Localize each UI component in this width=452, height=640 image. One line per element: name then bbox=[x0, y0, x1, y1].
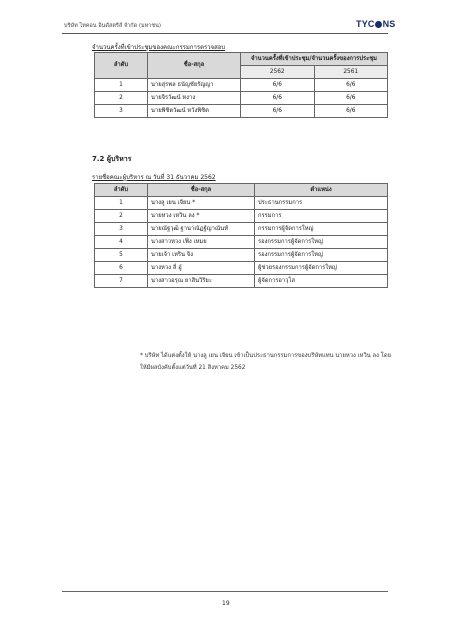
table-row bbox=[95, 92, 388, 105]
col-header-name: ชื่อ-สกุล bbox=[148, 53, 241, 79]
exec-table-caption: รายชื่อคณะผู้บริหาร ณ วันที่ 31 ธันวาคม 2562 bbox=[92, 174, 216, 181]
table-row bbox=[95, 262, 388, 275]
footnote: * บริษัท ได้แต่งตั้งให้ นางลู เยน เจียน เข้าเป็นประธานกรรมการของบริษัทแทน นายหวง เหวิน ลง โดยให้มีผลบังคับตั้งแต่วันที่ 21 สิงหาคม 2562 bbox=[140, 353, 392, 371]
cell-position: ผู้ช่วยรองกรรมการผู้จัดการใหญ่ bbox=[255, 262, 388, 275]
cell-name: นายณัฐวุฒิ ฐานาณัฏฐ์ญาณันท์ bbox=[148, 223, 255, 236]
table-row bbox=[95, 236, 388, 249]
cell-position: ประธานกรรมการ bbox=[255, 197, 388, 210]
cell-no: 4 bbox=[95, 236, 148, 249]
table-row bbox=[95, 249, 388, 262]
cell-position: รองกรรมการผู้จัดการใหญ่ bbox=[255, 236, 388, 249]
table-row bbox=[95, 79, 388, 92]
col-header-attendance: จำนวนครั้งที่เข้าประชุม/จำนวนครั้งของการประชุม bbox=[241, 53, 388, 66]
audit-table-caption: จำนวนครั้งที่เข้าประชุมของคณะกรรมการตรวจสอบ bbox=[92, 44, 226, 51]
cell-name: นายเจ้า เหริน จิง bbox=[148, 249, 255, 262]
cell-name: นายสุรพล ธนัญชัยรัญญา bbox=[148, 79, 241, 92]
cell-attend-2562: 6/6 bbox=[241, 105, 315, 118]
cell-name: นายจิรวัฒน์ หงาง bbox=[148, 92, 241, 105]
cell-no: 2 bbox=[95, 210, 148, 223]
cell-name: นางสาวอรุณ ยาสินวิริยะ bbox=[148, 275, 255, 288]
cell-attend-2562: 6/6 bbox=[241, 79, 315, 92]
cell-name: นายหวง เหวิน ลง * bbox=[148, 210, 255, 223]
col-header-no: ลำดับ bbox=[95, 184, 148, 197]
cell-no: 3 bbox=[95, 223, 148, 236]
section-heading: 7.2 ผู้บริหาร bbox=[92, 155, 132, 163]
executives-table bbox=[94, 183, 388, 288]
table-header-row bbox=[95, 53, 388, 66]
footer-divider bbox=[62, 591, 388, 592]
col-header-year-2561: 2561 bbox=[314, 66, 388, 79]
company-logo bbox=[356, 19, 396, 29]
cell-no: 7 bbox=[95, 275, 148, 288]
table-row bbox=[95, 275, 388, 288]
cell-position: กรรมการ bbox=[255, 210, 388, 223]
logo-suffix: NS bbox=[382, 19, 396, 29]
cell-attend-2562: 6/6 bbox=[241, 92, 315, 105]
cell-position: รองกรรมการผู้จัดการใหญ่ bbox=[255, 249, 388, 262]
cell-name: นางหวง ลี่ อู๋ bbox=[148, 262, 255, 275]
cell-no: 5 bbox=[95, 249, 148, 262]
cell-position: ผู้จัดการอาวุโส bbox=[255, 275, 388, 288]
table-row bbox=[95, 223, 388, 236]
col-header-year-2562: 2562 bbox=[241, 66, 315, 79]
cell-no: 1 bbox=[95, 197, 148, 210]
cell-attend-2561: 6/6 bbox=[314, 105, 388, 118]
cell-no: 2 bbox=[95, 92, 148, 105]
header-divider bbox=[62, 33, 388, 34]
logo-circle-icon bbox=[375, 21, 382, 28]
cell-no: 1 bbox=[95, 79, 148, 92]
col-header-position: ตำแหน่ง bbox=[255, 184, 388, 197]
cell-position: กรรมการผู้จัดการใหญ่ bbox=[255, 223, 388, 236]
cell-no: 3 bbox=[95, 105, 148, 118]
table-row bbox=[95, 105, 388, 118]
col-header-name: ชื่อ-สกุล bbox=[148, 184, 255, 197]
logo-prefix: TYC bbox=[356, 19, 375, 29]
table-header-row bbox=[95, 184, 388, 197]
page-number: 19 bbox=[222, 600, 230, 607]
cell-name: นางลู เยน เจียน * bbox=[148, 197, 255, 210]
cell-attend-2561: 6/6 bbox=[314, 92, 388, 105]
cell-name: นายพิชิตวัฒน์ หวังพิชิต bbox=[148, 105, 241, 118]
cell-name: นางสาวหวง เฟิ่ง เหมย bbox=[148, 236, 255, 249]
table-row bbox=[95, 197, 388, 210]
col-header-no: ลำดับ bbox=[95, 53, 148, 79]
audit-attendance-table bbox=[94, 52, 388, 118]
cell-no: 6 bbox=[95, 262, 148, 275]
cell-attend-2561: 6/6 bbox=[314, 79, 388, 92]
table-row bbox=[95, 210, 388, 223]
header-company-name: บริษัท ไทคอน อินดัสตรีส์ จำกัด (มหาชน) bbox=[64, 23, 162, 29]
